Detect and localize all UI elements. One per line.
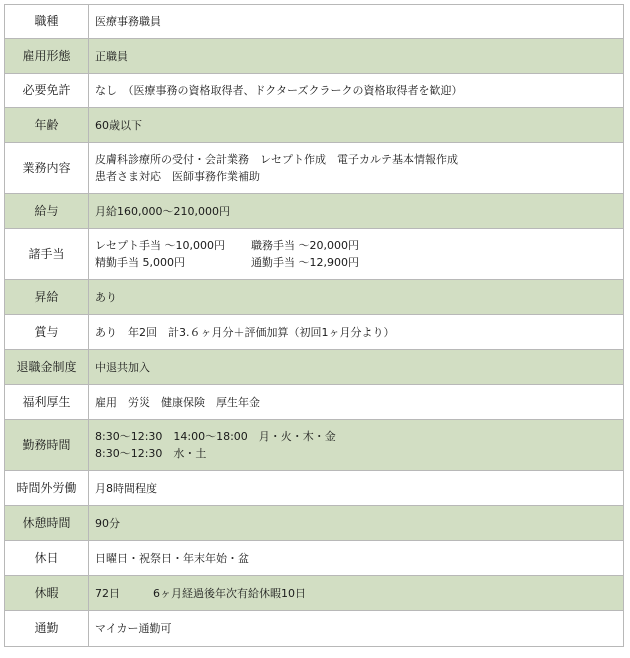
job-description-line: 皮膚科診療所の受付・会計業務 レセプト作成 電子カルテ基本情報作成 [95, 153, 458, 166]
working-hours-value [89, 420, 624, 471]
overtime-line: 月8時間程度 [95, 481, 157, 495]
row-holidays [5, 541, 624, 576]
allowances-label: 諸手当 [5, 229, 89, 280]
row-break-time [5, 506, 624, 541]
age-line: 60歳以下 [95, 118, 142, 132]
row-retirement [5, 350, 624, 385]
salary-line: 月給160,000〜210,000円 [95, 204, 230, 218]
holidays-value [89, 541, 624, 576]
leave-label: 休暇 [5, 576, 89, 611]
job-type-value [89, 5, 624, 39]
allowances-grid [95, 237, 623, 271]
row-pay-raise [5, 280, 624, 315]
age-value [89, 108, 624, 143]
employment-type-label: 雇用形態 [5, 39, 89, 74]
benefits-value [89, 385, 624, 420]
break-time-label: 休憩時間 [5, 506, 89, 541]
allowances-item: 通勤手当 〜12,900円 [251, 256, 359, 269]
row-leave [5, 576, 624, 611]
break-time-value [89, 506, 624, 541]
bonus-label: 賞与 [5, 315, 89, 350]
row-employment-type [5, 39, 624, 74]
job-type-label: 職種 [5, 5, 89, 39]
row-job-type [5, 5, 624, 39]
retirement-line: 中退共加入 [95, 360, 150, 374]
bonus-line: あり 年2回 計3.６ヶ月分＋評価加算（初回1ヶ月分より） [95, 325, 395, 339]
pay-raise-value [89, 280, 624, 315]
job-details-table [4, 4, 624, 647]
required-license-value [89, 74, 624, 108]
job-details-body [5, 5, 624, 647]
job-description-label: 業務内容 [5, 143, 89, 194]
row-benefits [5, 385, 624, 420]
allowances-item: 精勤手当 5,000円 [95, 256, 185, 269]
benefits-label: 福利厚生 [5, 385, 89, 420]
allowances-item: レセプト手当 〜10,000円 [95, 239, 225, 252]
overtime-value [89, 471, 624, 506]
benefits-line: 雇用 労災 健康保険 厚生年金 [95, 395, 260, 409]
row-working-hours [5, 420, 624, 471]
job-type-line: 医療事務職員 [95, 15, 161, 28]
row-overtime [5, 471, 624, 506]
row-allowances [5, 229, 624, 280]
required-license-label: 必要免許 [5, 74, 89, 108]
job-description-value [89, 143, 624, 194]
working-hours-line: 8:30〜12:30 水・土 [95, 447, 207, 460]
bonus-value [89, 315, 624, 350]
employment-type-value [89, 39, 624, 74]
allowances-item: 職務手当 〜20,000円 [251, 239, 359, 252]
holidays-line: 日曜日・祝祭日・年末年始・盆 [95, 551, 249, 565]
row-bonus [5, 315, 624, 350]
overtime-label: 時間外労働 [5, 471, 89, 506]
break-time-line: 90分 [95, 516, 120, 530]
job-description-line: 患者さま対応 医師事務作業補助 [95, 170, 260, 183]
row-required-license [5, 74, 624, 108]
required-license-line: なし （医療事務の資格取得者、ドクターズクラークの資格取得者を歓迎） [95, 84, 463, 97]
working-hours-line: 8:30〜12:30 14:00〜18:00 月・火・木・金 [95, 430, 336, 443]
commute-line: マイカー通勤可 [95, 622, 172, 635]
holidays-label: 休日 [5, 541, 89, 576]
age-label: 年齢 [5, 108, 89, 143]
retirement-value [89, 350, 624, 385]
salary-value [89, 194, 624, 229]
allowances-value [89, 229, 624, 280]
retirement-label: 退職金制度 [5, 350, 89, 385]
pay-raise-label: 昇給 [5, 280, 89, 315]
commute-label: 通勤 [5, 611, 89, 647]
employment-type-line: 正職員 [95, 49, 128, 63]
pay-raise-line: あり [95, 290, 117, 304]
row-age [5, 108, 624, 143]
leave-line: 72日 6ヶ月経過後年次有給休暇10日 [95, 586, 306, 600]
row-salary [5, 194, 624, 229]
working-hours-label: 勤務時間 [5, 420, 89, 471]
commute-value [89, 611, 624, 647]
salary-label: 給与 [5, 194, 89, 229]
leave-value [89, 576, 624, 611]
row-job-description [5, 143, 624, 194]
row-commute [5, 611, 624, 647]
